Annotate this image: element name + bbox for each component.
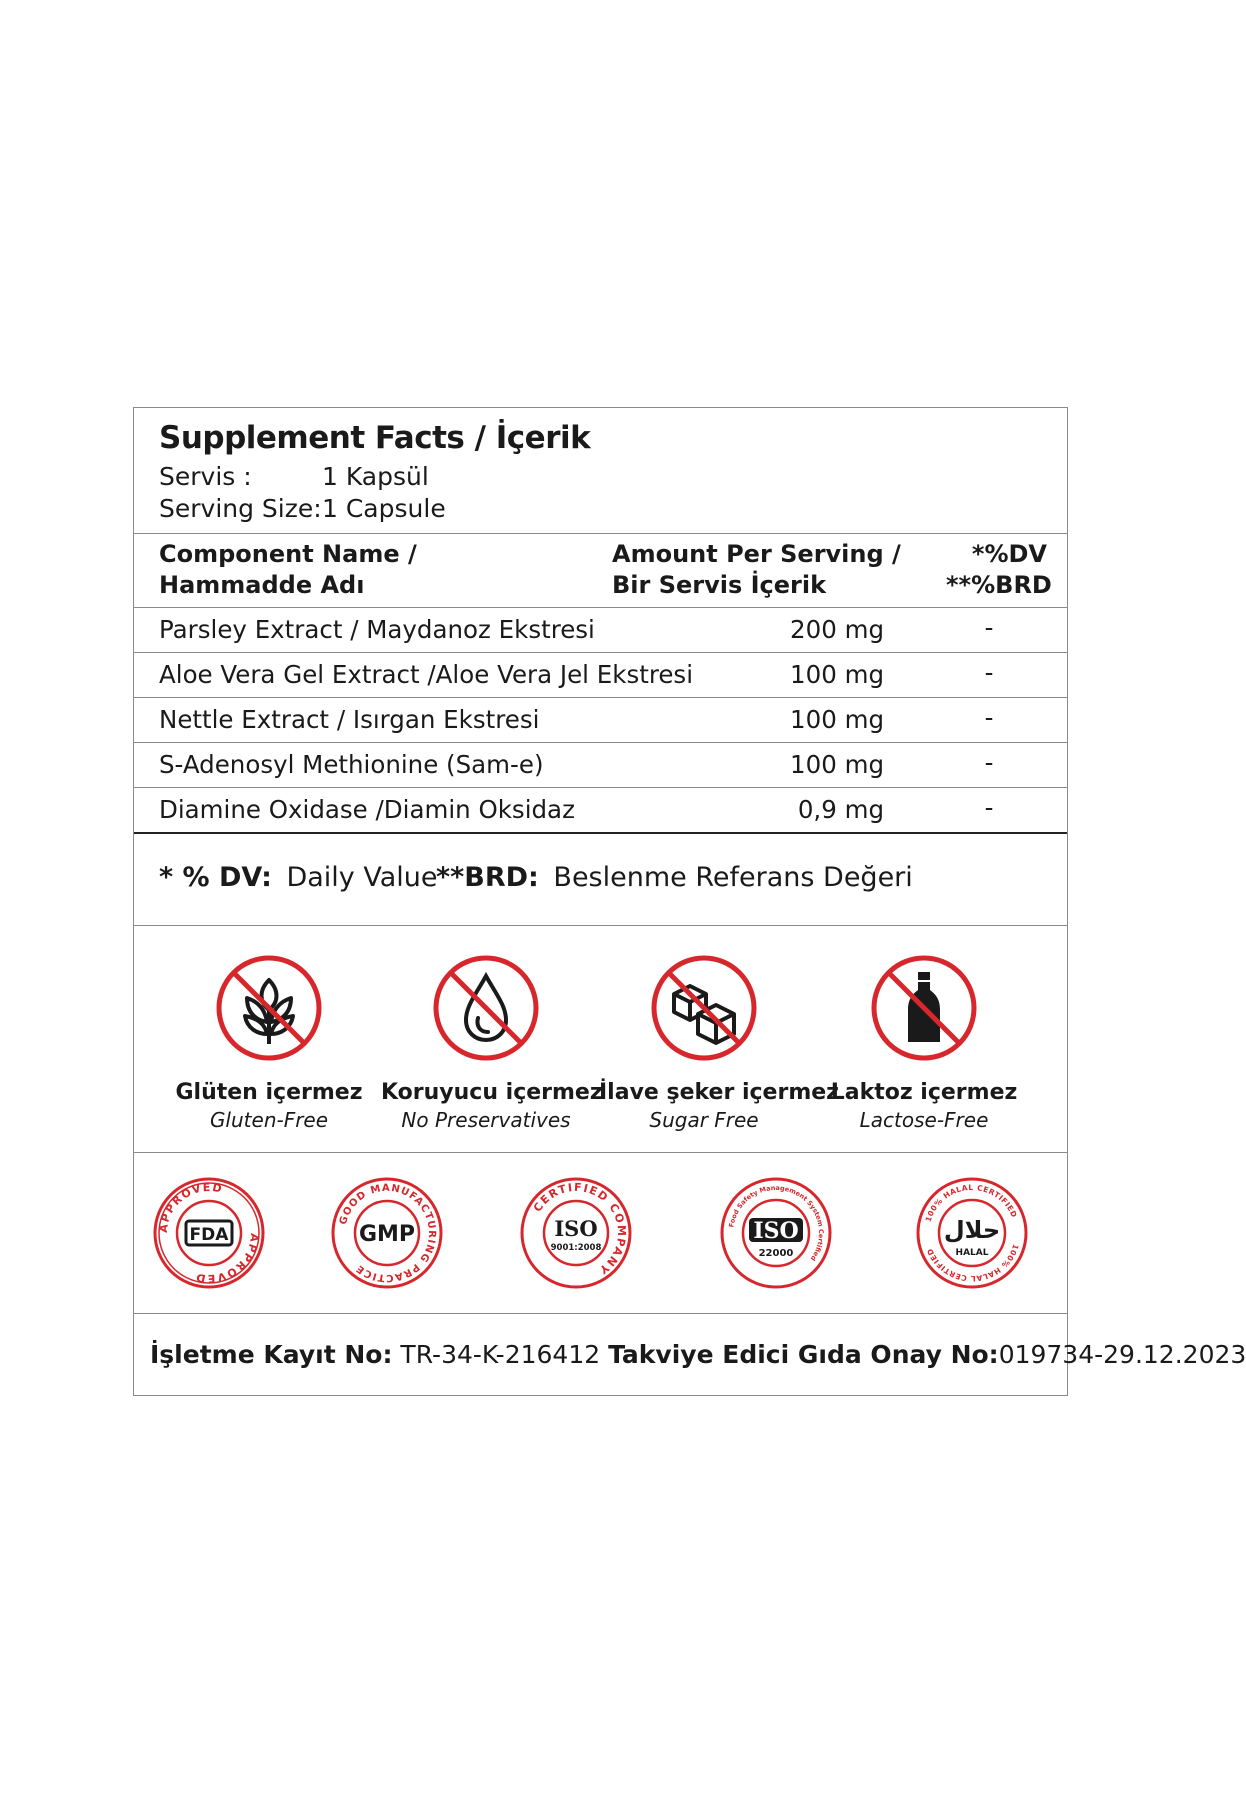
badge-label-tr: İlave şeker içermez bbox=[599, 1080, 839, 1105]
table-row bbox=[134, 788, 1067, 832]
row-name: Parsley Extract / Maydanoz Ekstresi bbox=[159, 615, 595, 644]
badge-label-tr: Glüten içermez bbox=[175, 1080, 363, 1105]
serving-tr bbox=[159, 462, 429, 491]
serving-tr-label: Servis : bbox=[159, 462, 252, 491]
serving-en bbox=[159, 494, 446, 523]
approval-label: Takviye Edici Gıda Onay No: bbox=[608, 1340, 999, 1369]
halal-seal bbox=[915, 1176, 1029, 1294]
row-amount: 0,9 mg bbox=[797, 795, 884, 824]
row-amount: 100 mg bbox=[790, 660, 884, 689]
svg-text:GMP: GMP bbox=[358, 1222, 416, 1247]
registration-value: TR-34-K-216412 bbox=[400, 1340, 601, 1369]
dv-value: Daily Value bbox=[286, 862, 438, 893]
badge-label-tr: Laktoz içermez bbox=[830, 1080, 1018, 1105]
svg-text:9001:2008: 9001:2008 bbox=[550, 1243, 602, 1253]
svg-text:HALAL: HALAL bbox=[955, 1248, 989, 1258]
svg-text:APPROVED: APPROVED bbox=[156, 1180, 225, 1234]
footnote bbox=[134, 834, 1067, 924]
fda-approved-seal bbox=[152, 1176, 266, 1294]
table-row bbox=[134, 743, 1067, 787]
badge-sugar-free bbox=[599, 952, 839, 1132]
bottle-icon bbox=[868, 952, 980, 1064]
svg-text:CERTIFIED COMPANY: CERTIFIED COMPANY bbox=[530, 1180, 629, 1278]
page-title: Supplement Facts / İçerik bbox=[159, 420, 591, 456]
badge-label-en: Lactose-Free bbox=[859, 1108, 989, 1132]
column-header-dv: *%DV **%BRD bbox=[946, 540, 1052, 599]
svg-text:100% HALAL CERTIFIED: 100% HALAL CERTIFIED bbox=[923, 1182, 1019, 1223]
badge-label-en: No Preservatives bbox=[401, 1108, 571, 1132]
approval-value: 019734-29.12.2023 bbox=[998, 1340, 1246, 1369]
row-dv: - bbox=[984, 748, 994, 777]
iso-22000-seal bbox=[719, 1176, 833, 1294]
column-header-component: Component Name / Hammadde Adı bbox=[159, 540, 417, 599]
badge-label-tr: Koruyucu içermez bbox=[381, 1080, 603, 1105]
table-header bbox=[134, 534, 1067, 599]
row-name: S-Adenosyl Methionine (Sam-e) bbox=[159, 750, 544, 779]
supplement-facts-panel bbox=[133, 407, 1246, 1396]
svg-text:حلال: حلال bbox=[943, 1216, 1001, 1244]
svg-text:ISO: ISO bbox=[753, 1218, 799, 1244]
column-header-amount: Amount Per Serving / Bir Servis İçerik bbox=[612, 540, 901, 599]
badge-label-en: Gluten-Free bbox=[209, 1108, 329, 1132]
table-row bbox=[134, 653, 1067, 697]
serving-en-value: 1 Capsule bbox=[322, 494, 446, 523]
row-name: Nettle Extract / Isırgan Ekstresi bbox=[159, 705, 540, 734]
wheat-icon bbox=[213, 952, 325, 1064]
row-amount: 200 mg bbox=[790, 615, 884, 644]
svg-text:22000: 22000 bbox=[758, 1248, 794, 1259]
table-row bbox=[134, 698, 1067, 742]
row-dv: - bbox=[984, 793, 994, 822]
row-name: Aloe Vera Gel Extract /Aloe Vera Jel Ekstresi bbox=[159, 660, 693, 689]
svg-text:ISO: ISO bbox=[554, 1216, 598, 1241]
badge-gluten-free bbox=[164, 952, 374, 1132]
svg-text:GOOD MANUFACTURING PRACTICE: GOOD MANUFACTURING PRACTICE bbox=[337, 1182, 438, 1284]
registration bbox=[134, 1314, 1246, 1396]
registration-line bbox=[150, 1340, 1246, 1369]
svg-text:FDA: FDA bbox=[189, 1225, 229, 1245]
gmp-seal bbox=[330, 1176, 444, 1294]
registration-label: İşletme Kayıt No: bbox=[150, 1340, 393, 1369]
row-amount: 100 mg bbox=[790, 705, 884, 734]
table-row bbox=[134, 608, 1067, 652]
brd-key: **BRD: bbox=[436, 862, 539, 893]
free-from-badges bbox=[134, 926, 1067, 1152]
sugar-cube-icon bbox=[648, 952, 760, 1064]
badge-lactose-free bbox=[819, 952, 1029, 1132]
brd-value: Beslenme Referans Değeri bbox=[553, 862, 913, 893]
serving-en-label: Serving Size: bbox=[159, 494, 322, 523]
svg-text:100% HALAL CERTIFIED: 100% HALAL CERTIFIED bbox=[925, 1243, 1021, 1284]
dv-key: * % DV: bbox=[159, 862, 272, 893]
badge-no-preservatives bbox=[381, 952, 603, 1132]
iso-9001-seal bbox=[519, 1176, 633, 1294]
svg-text:APPROVED: APPROVED bbox=[193, 1232, 262, 1286]
row-dv: - bbox=[984, 613, 994, 642]
facts-header bbox=[134, 408, 1067, 533]
certifications bbox=[134, 1153, 1067, 1313]
row-amount: 100 mg bbox=[790, 750, 884, 779]
row-name: Diamine Oxidase /Diamin Oksidaz bbox=[159, 795, 575, 824]
badge-label-en: Sugar Free bbox=[649, 1108, 759, 1132]
serving-tr-value: 1 Kapsül bbox=[322, 462, 429, 491]
drop-icon bbox=[430, 952, 542, 1064]
svg-text:Food Safety Management System: Food Safety Management System Certified bbox=[727, 1183, 826, 1263]
row-dv: - bbox=[984, 658, 994, 687]
row-dv: - bbox=[984, 703, 994, 732]
